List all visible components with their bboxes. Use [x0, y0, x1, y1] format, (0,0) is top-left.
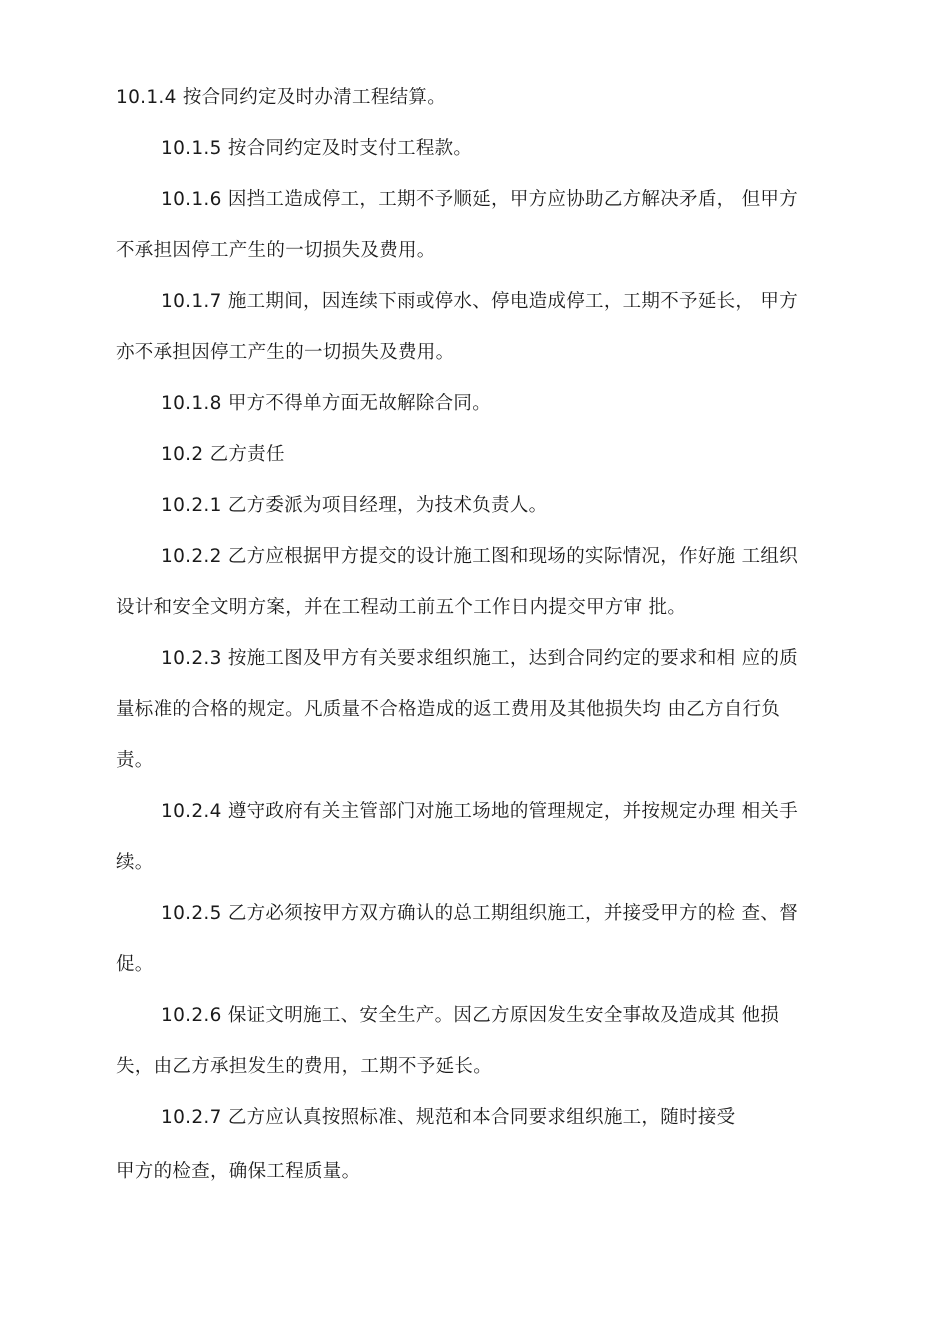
- text-line: 不承担因停工产生的一切损失及费用。: [116, 240, 436, 261]
- text-line: 责。: [116, 750, 154, 771]
- text-line: 10.1.4 按合同约定及时办清工程结算。: [116, 87, 447, 108]
- text-line: 10.1.7 施工期间，因连续下雨或停水、停电造成停工，工期不予延长， 甲方: [161, 291, 799, 312]
- text-line: 10.1.8 甲方不得单方面无故解除合同。: [161, 393, 492, 414]
- text-line: 10.2.6 保证文明施工、安全生产。因乙方原因发生安全事故及造成其 他损: [161, 1005, 780, 1026]
- text-line: 设计和安全文明方案，并在工程动工前五个工作日内提交甲方审 批。: [116, 597, 687, 618]
- text-line: 10.2.5 乙方必须按甲方双方确认的总工期组织施工，并接受甲方的检 查、督: [161, 903, 799, 924]
- section-heading: 10.2 乙方责任: [161, 444, 285, 465]
- text-line: 续。: [116, 852, 154, 873]
- text-line: 亦不承担因停工产生的一切损失及费用。: [116, 342, 455, 363]
- text-line: 失，由乙方承担发生的费用，工期不予延长。: [116, 1056, 493, 1077]
- text-line: 10.1.5 按合同约定及时支付工程款。: [161, 138, 473, 159]
- text-line: 10.2.7 乙方应认真按照标准、规范和本合同要求组织施工，随时接受: [161, 1107, 736, 1128]
- text-line: 甲方的检查，确保工程质量。: [116, 1161, 361, 1182]
- text-line: 10.2.1 乙方委派为项目经理，为技术负责人。: [161, 495, 548, 516]
- text-line: 促。: [116, 954, 154, 975]
- text-line: 10.2.2 乙方应根据甲方提交的设计施工图和现场的实际情况，作好施 工组织: [161, 546, 799, 567]
- text-line: 量标准的合格的规定。凡质量不合格造成的返工费用及其他损失均 由乙方自行负: [116, 699, 781, 720]
- text-line: 10.1.6 因挡工造成停工，工期不予顺延，甲方应协助乙方解决矛盾， 但甲方: [161, 189, 799, 210]
- text-line: 10.2.3 按施工图及甲方有关要求组织施工，达到合同约定的要求和相 应的质: [161, 648, 799, 669]
- text-line: 10.2.4 遵守政府有关主管部门对施工场地的管理规定，并按规定办理 相关手: [161, 801, 799, 822]
